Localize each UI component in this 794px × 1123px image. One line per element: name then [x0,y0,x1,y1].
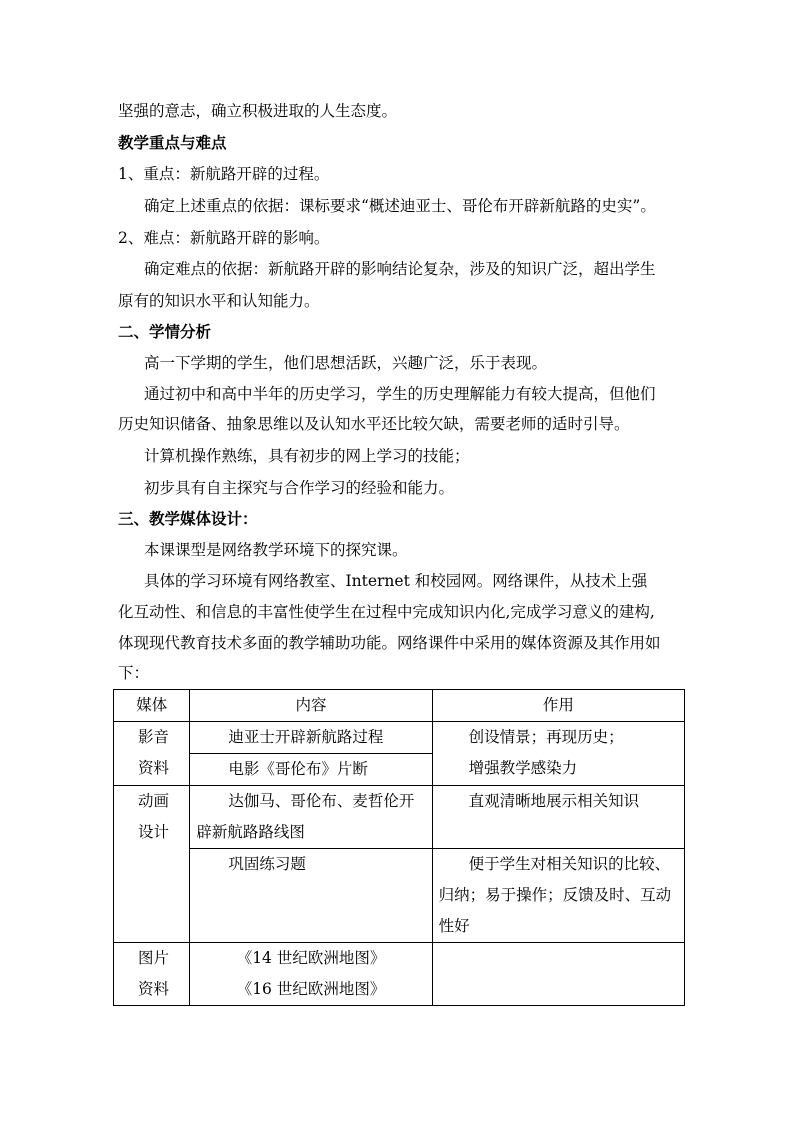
use-text: 便于学生对相关知识的比较、 [468,855,671,873]
header-media: 媒体 [114,690,190,722]
section-heading: 二、学情分析 [118,322,212,341]
paragraph-text: 历史知识储备、抽象思维以及认知水平还比较欠缺，需要老师的适时引导。 [118,415,630,433]
content-cell [190,786,432,849]
paragraph-text: 初步具有自主探究与合作学习的经验和能力。 [144,479,455,497]
use-cell [432,722,684,786]
table-row [114,722,685,754]
paragraph-text: 高一下学期的学生，他们思想活跃，兴趣广泛，乐于表现。 [144,354,548,372]
section-heading: 教学重点与难点 [118,133,227,152]
paragraph-text: 1、重点：新航路开辟的过程。 [118,165,330,183]
category-label: 图片 [138,949,170,967]
paragraph-text: 化互动性、和信息的丰富性使学生在过程中完成知识内化,完成学习意义的建构, [118,603,655,621]
use-cell [432,943,684,1006]
paragraph-text: 本课课型是网络教学环境下的探究课。 [144,541,408,559]
paragraph-text: 确定上述重点的依据：课标要求“概述迪亚士、哥伦布开辟新航路的史实”。 [144,197,656,215]
category-label: 资料 [138,980,170,998]
content-cell: 迪亚士开辟新航路过程 [190,722,432,754]
paragraph-text: 下： [118,664,150,682]
header-content: 内容 [190,690,432,722]
content-cell [190,943,432,1006]
content-cell: 巩固练习题 [190,849,432,943]
paragraph-text: 体现现代教育技术多面的教学辅助功能。网络课件中采用的媒体资源及其作用如 [118,634,661,652]
use-text: 归纳；易于操作；反馈及时、互动 [438,886,672,904]
table-row [114,786,685,849]
category-cell [114,786,190,943]
category-label: 影音 [138,728,170,746]
content-text: 《14 世纪欧洲地图》 [236,949,386,967]
paragraph-text: 原有的知识水平和认知能力。 [118,292,320,310]
media-table [113,689,685,1006]
content-text: 辟新航路路线图 [196,823,305,841]
use-text: 创设情景；再现历史； [468,728,624,746]
paragraph-text: 具体的学习环境有网络教室、Internet 和校园网。网络课件，从技术上强 [144,572,648,590]
use-cell: 直观清晰地展示相关知识 [432,786,684,849]
table-row [114,849,685,943]
paragraph-text: 确定难点的依据：新航路开辟的影响结论复杂，涉及的知识广泛，超出学生 [144,260,656,278]
section-heading: 三、教学媒体设计： [118,509,258,528]
paragraph-text: 坚强的意志，确立积极进取的人生态度。 [118,102,398,120]
category-label: 资料 [138,759,170,777]
table-row [114,943,685,1006]
paragraph-text: 2、难点：新航路开辟的影响。 [118,229,330,247]
use-text: 增强教学感染力 [468,759,578,777]
paragraph-text: 通过初中和高中半年的历史学习，学生的历史理解能力有较大提高，但他们 [144,385,656,403]
category-label: 设计 [138,823,170,841]
use-text: 性好 [438,917,470,935]
content-cell: 电影《哥伦布》片断 [190,754,432,786]
category-cell [114,722,190,786]
category-cell [114,943,190,1006]
content-text: 达伽马、哥伦布、麦哲伦开 [228,792,415,810]
header-use: 作用 [432,690,684,722]
content-text: 《16 世纪欧洲地图》 [236,980,386,998]
category-label: 动画 [138,792,170,810]
paragraph-text: 计算机操作熟练，具有初步的网上学习的技能； [144,447,470,465]
use-cell [432,849,684,943]
table-header-row [114,690,685,722]
